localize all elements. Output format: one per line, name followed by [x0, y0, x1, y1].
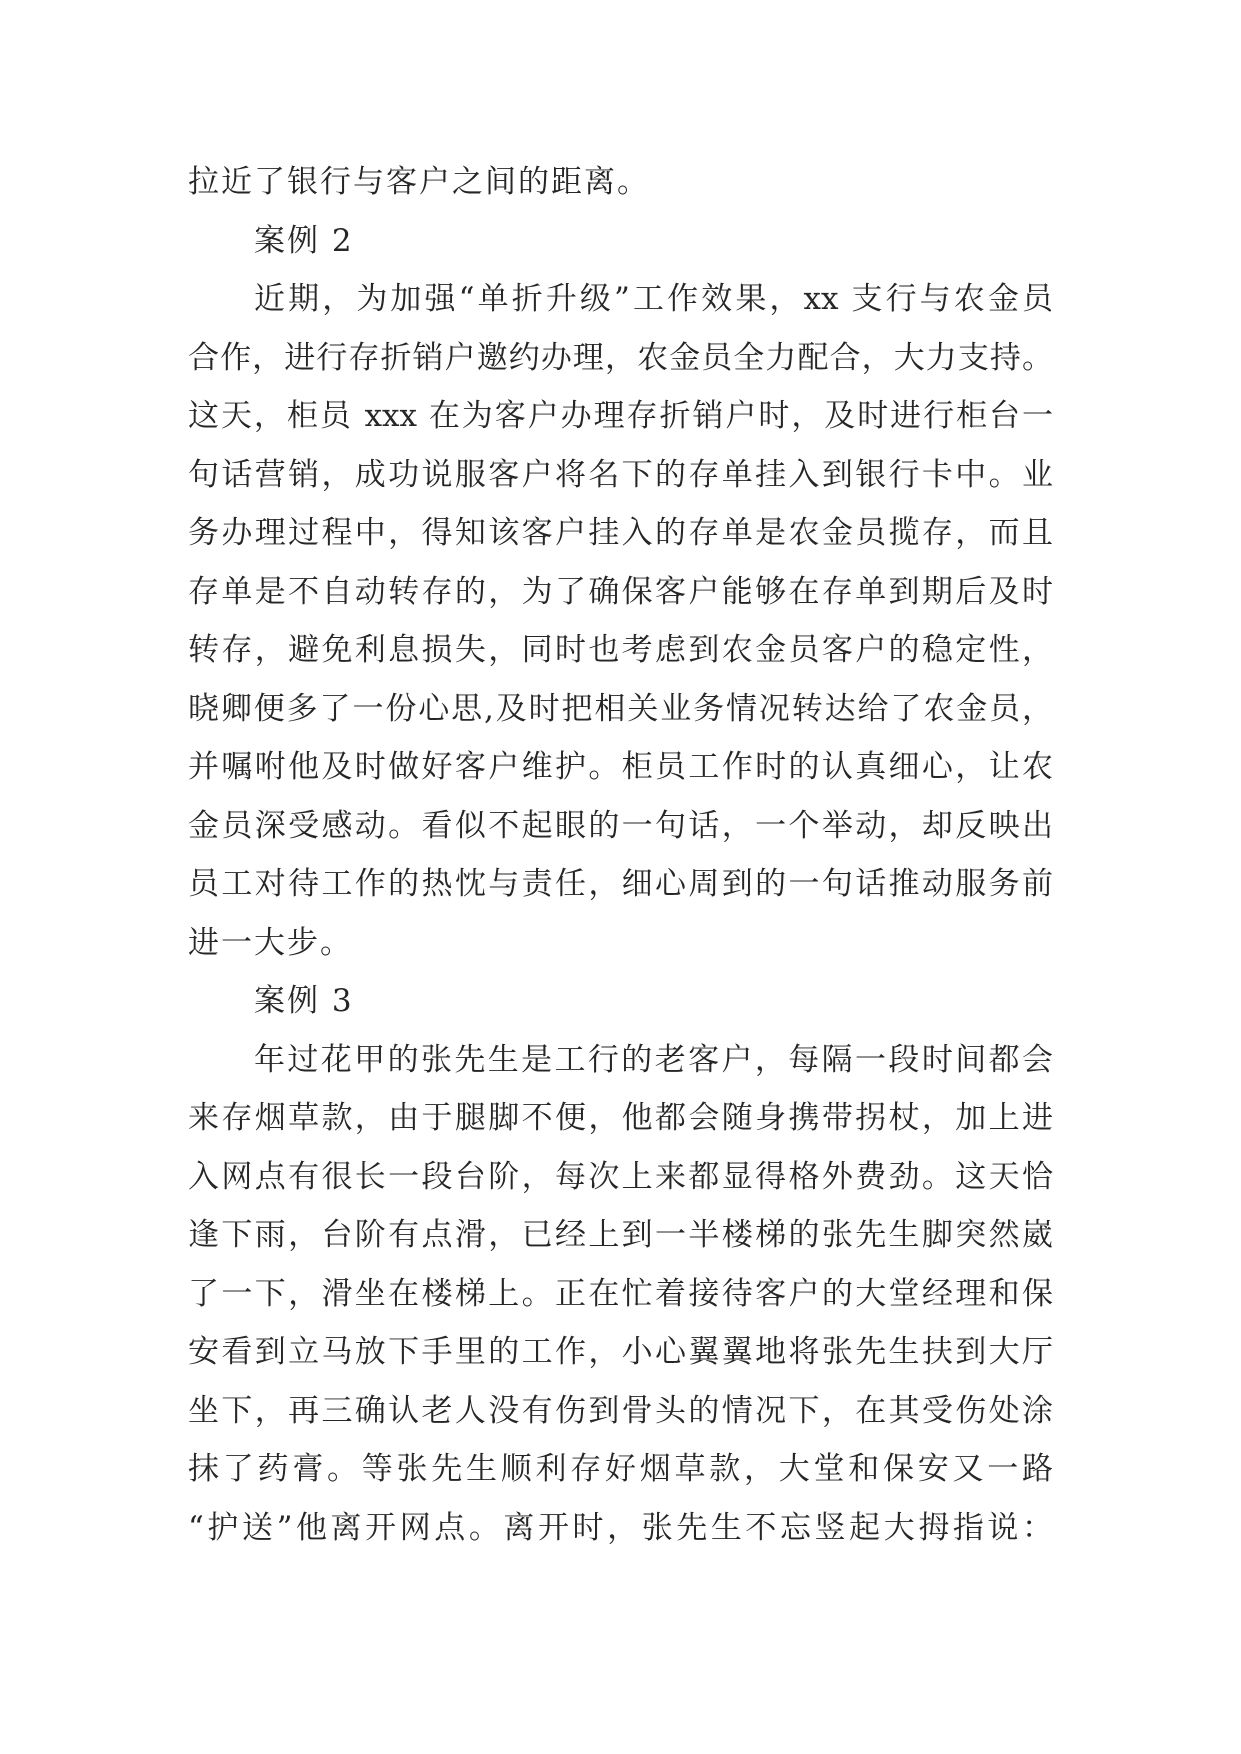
text-line: 金员深受感动。看似不起眼的一句话，一个举动，却反映出 — [188, 807, 1053, 844]
page-body — [188, 153, 1053, 1557]
text-line: 年过花甲的张先生是工行的老客户，每隔一段时间都会 — [254, 1041, 1053, 1078]
text-line: 安看到立马放下手里的工作，小心翼翼地将张先生扶到大厅 — [188, 1334, 1053, 1370]
text-line: “护送”他离开网点。离开时，张先生不忘竖起大拇指说： — [188, 1509, 1053, 1546]
case-heading-block — [188, 212, 1053, 271]
case-heading-block — [188, 972, 1053, 1031]
text-line: 进一大步。 — [188, 924, 353, 961]
text-line: 逢下雨，台阶有点滑，已经上到一半楼梯的张先生脚突然崴 — [188, 1217, 1053, 1253]
case-heading: 案例 3 — [254, 983, 354, 1019]
text-line: 句话营销，成功说服客户将名下的存单挂入到银行卡中。业 — [188, 456, 1053, 493]
paragraph — [188, 1031, 1053, 1558]
text-line: 近期，为加强“单折升级”工作效果，xx 支行与农金员 — [254, 281, 1053, 317]
text-line: 存单是不自动转存的，为了确保客户能够在存单到期后及时 — [188, 573, 1053, 610]
text-line: 抹了药膏。等张先生顺利存好烟草款，大堂和保安又一路 — [188, 1451, 1053, 1487]
text-line: 拉近了银行与客户之间的距离。 — [188, 164, 650, 200]
case-heading: 案例 2 — [254, 222, 354, 259]
text-line: 并嘱咐他及时做好客户维护。柜员工作时的认真细心，让农 — [188, 749, 1053, 785]
text-line: 这天，柜员 xxx 在为客户办理存折销户时，及时进行柜台一 — [188, 398, 1053, 434]
text-line: 入网点有很长一段台阶，每次上来都显得格外费劲。这天恰 — [188, 1158, 1053, 1195]
text-line: 晓卿便多了一份心思,及时把相关业务情况转达给了农金员， — [188, 690, 1053, 727]
text-line: 坐下，再三确认老人没有伤到骨头的情况下，在其受伤处涂 — [188, 1392, 1053, 1429]
text-line: 来存烟草款，由于腿脚不便，他都会随身携带拐杖，加上进 — [188, 1100, 1053, 1136]
text-line: 员工对待工作的热忱与责任，细心周到的一句话推动服务前 — [188, 866, 1053, 902]
text-line: 了一下，滑坐在楼梯上。正在忙着接待客户的大堂经理和保 — [188, 1275, 1053, 1312]
text-line: 合作，进行存折销户邀约办理，农金员全力配合，大力支持。 — [188, 339, 1053, 376]
text-line: 转存，避免利息损失，同时也考虑到农金员客户的稳定性， — [188, 632, 1053, 668]
text-line: 务办理过程中，得知该客户挂入的存单是农金员揽存，而且 — [188, 515, 1053, 551]
paragraph — [188, 270, 1053, 972]
paragraph-continuation — [188, 153, 1053, 212]
